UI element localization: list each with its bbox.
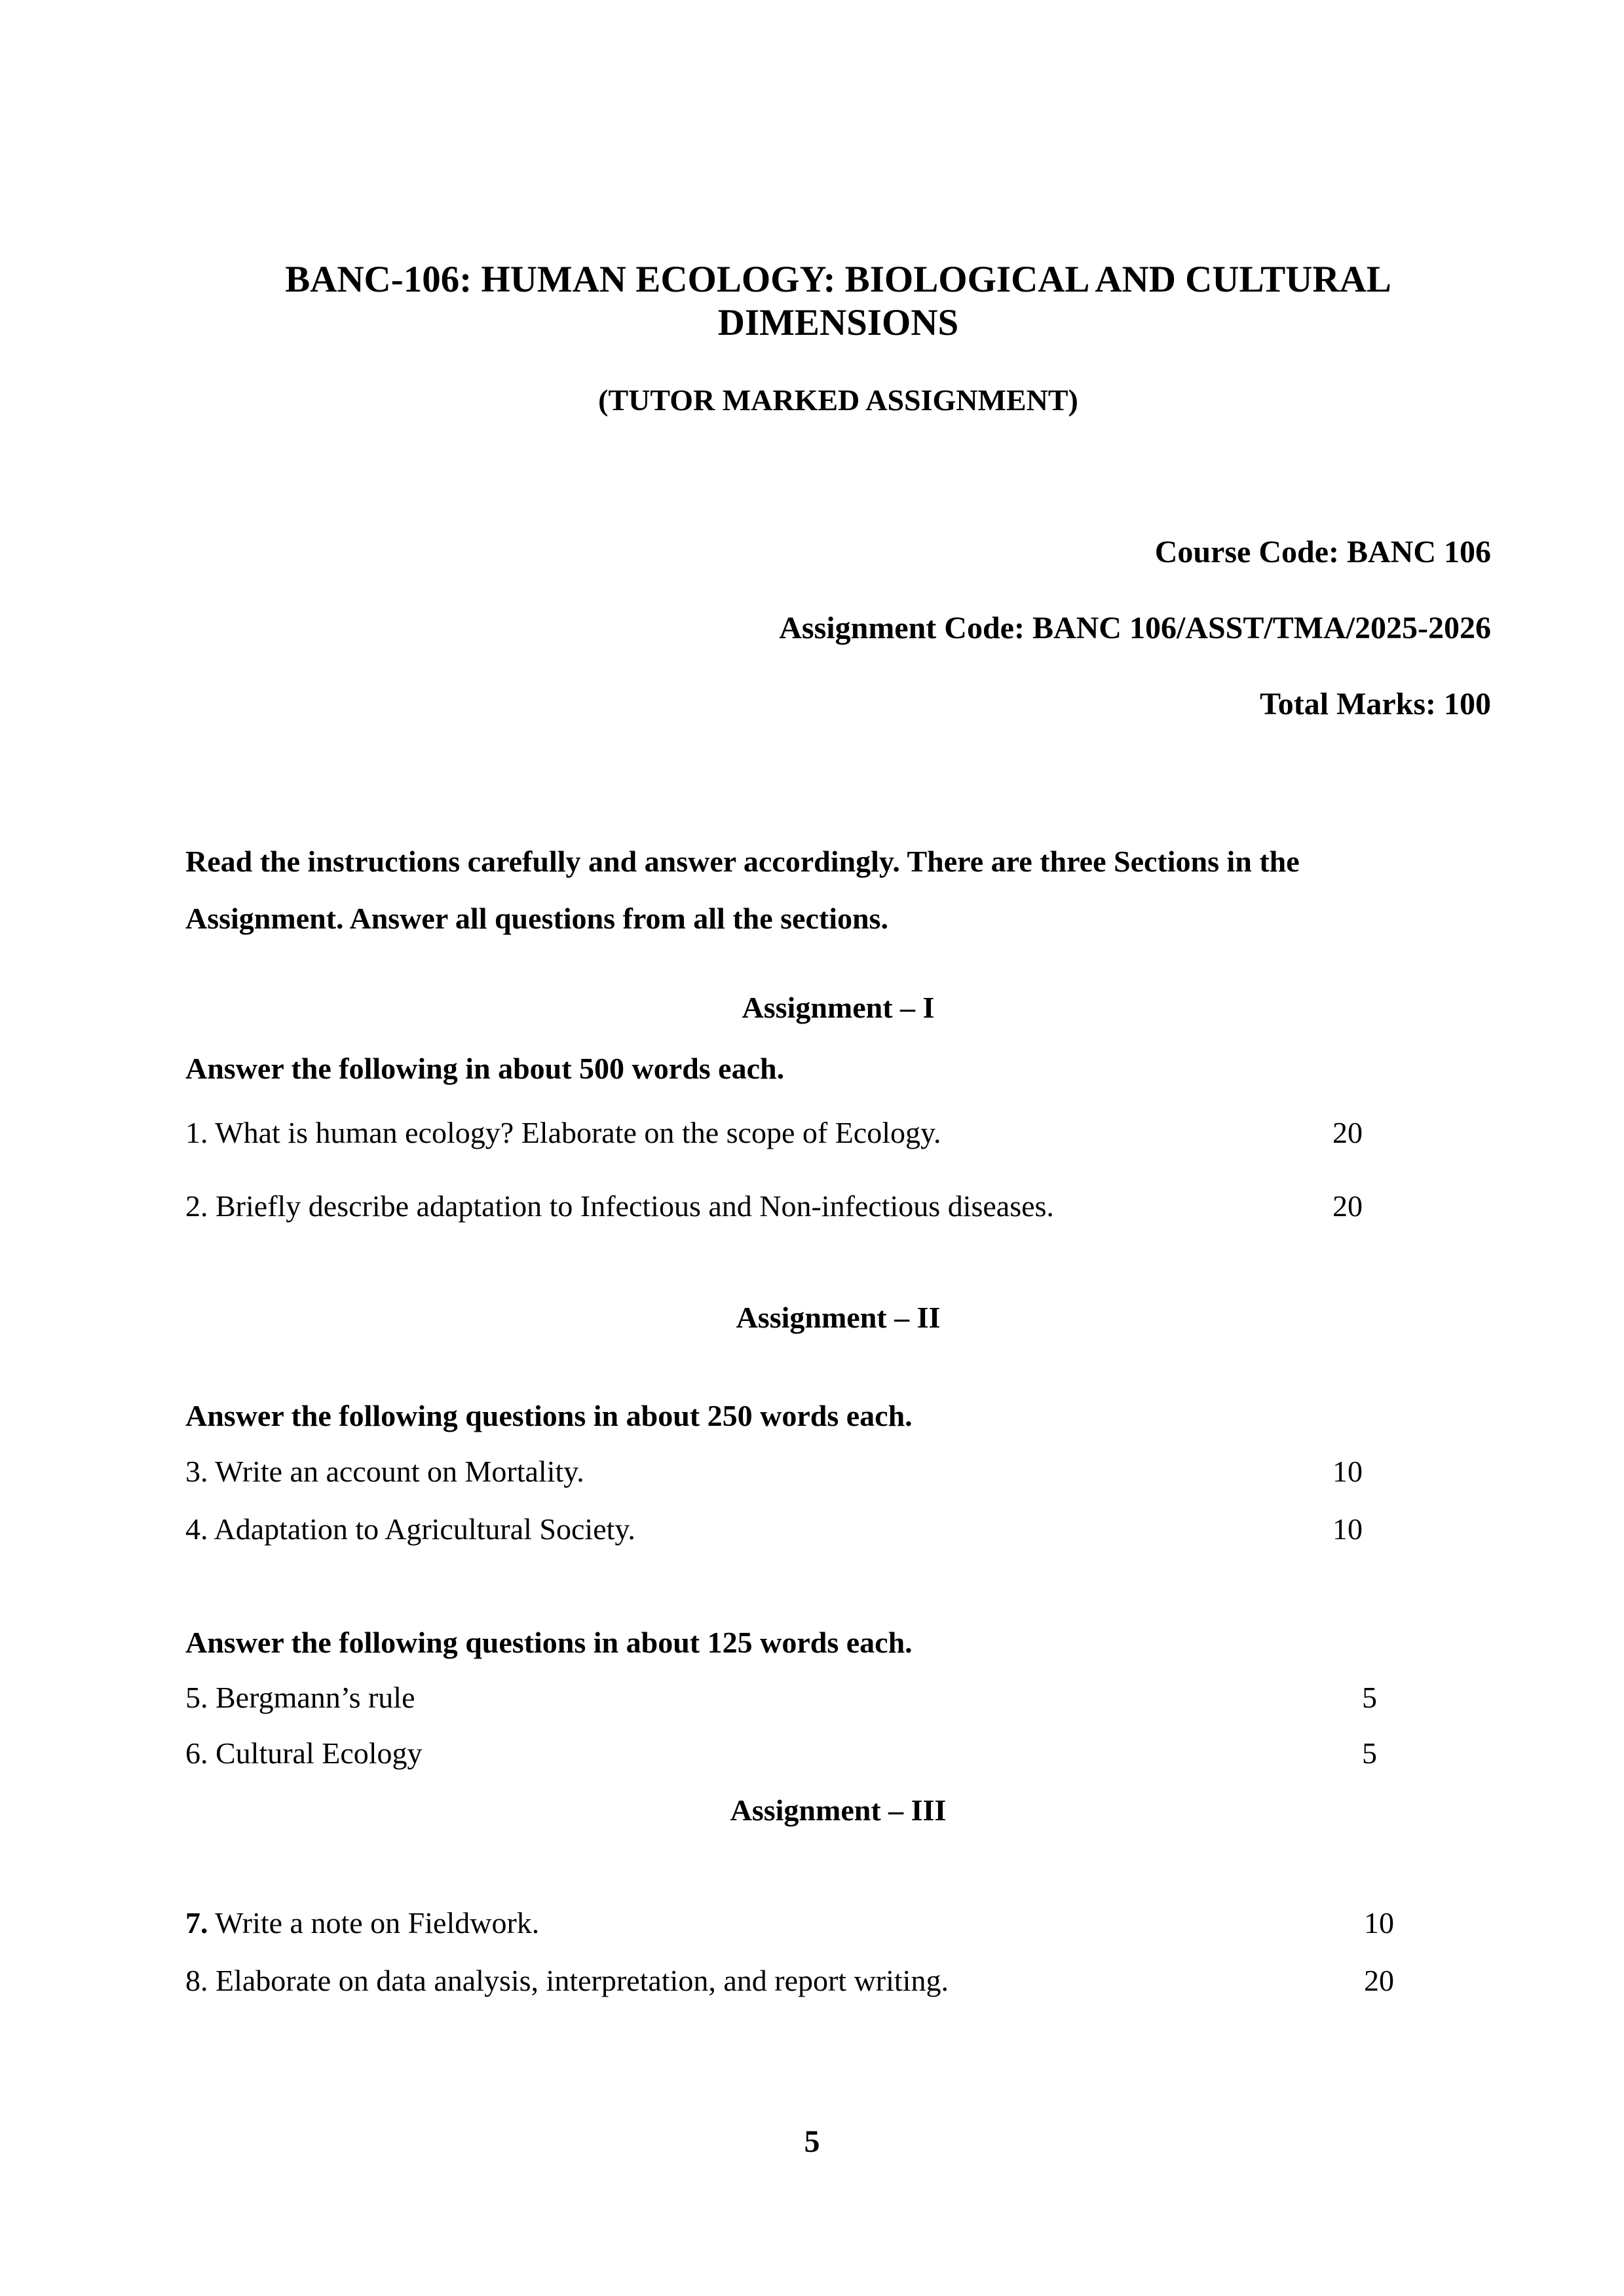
general-instructions-line1: Read the instructions carefully and answer accordingly. There are three Sections in the	[185, 844, 1300, 878]
question-7-marks: 10	[1364, 1906, 1394, 1940]
general-instructions-line2: Assignment. Answer all questions from all the sections.	[185, 901, 888, 935]
question-4-text: Adaptation to Agricultural Society.	[214, 1512, 635, 1546]
question-row-1	[185, 1116, 1491, 1151]
course-code: Course Code: BANC 106	[1154, 534, 1491, 569]
general-instructions	[185, 833, 1491, 947]
page-number: 5	[804, 2124, 820, 2159]
question-6	[185, 1736, 423, 1771]
section-heading-assignment-2: Assignment – II	[736, 1301, 941, 1335]
question-7-number: 7.	[185, 1906, 208, 1940]
question-1-text: What is human ecology? Elaborate on the scope of Ecology.	[215, 1116, 941, 1150]
question-4	[185, 1512, 635, 1547]
document-subtitle: (TUTOR MARKED ASSIGNMENT)	[598, 383, 1078, 417]
document-title-line2: DIMENSIONS	[717, 301, 959, 343]
question-8	[185, 1964, 949, 1999]
question-row-2	[185, 1189, 1491, 1224]
question-8-text: Elaborate on data analysis, interpretation, and report writing.	[216, 1964, 949, 1998]
question-row-4	[185, 1512, 1491, 1547]
instruction-250-words: Answer the following questions in about 250 words each.	[185, 1399, 913, 1432]
instruction-125-words: Answer the following questions in about 125 words each.	[185, 1625, 913, 1659]
question-1-number: 1.	[185, 1116, 208, 1150]
question-1	[185, 1116, 941, 1151]
question-3-marks: 10	[1332, 1454, 1363, 1488]
question-4-number: 4.	[185, 1512, 208, 1546]
question-5-marks: 5	[1362, 1680, 1377, 1714]
assignment-code: Assignment Code: BANC 106/ASST/TMA/2025-2026	[779, 611, 1491, 646]
document-title-line1: BANC-106: HUMAN ECOLOGY: BIOLOGICAL AND CULTURAL	[285, 259, 1391, 300]
document-title	[185, 258, 1491, 344]
question-3-number: 3.	[185, 1454, 208, 1488]
question-5	[185, 1681, 415, 1715]
question-row-3	[185, 1455, 1491, 1489]
question-8-number: 8.	[185, 1964, 208, 1998]
question-6-marks: 5	[1362, 1736, 1377, 1770]
question-7	[185, 1906, 539, 1941]
question-6-text: Cultural Ecology	[216, 1736, 423, 1770]
question-row-6	[185, 1736, 1491, 1771]
question-2	[185, 1189, 1054, 1224]
question-4-marks: 10	[1332, 1512, 1363, 1546]
section-heading-assignment-3: Assignment – III	[730, 1793, 947, 1827]
question-6-number: 6.	[185, 1736, 208, 1770]
question-2-number: 2.	[185, 1189, 208, 1223]
question-1-marks: 20	[1332, 1116, 1363, 1150]
question-5-text: Bergmann’s rule	[216, 1680, 415, 1714]
question-7-text: Write a note on Fieldwork.	[215, 1906, 540, 1940]
question-5-number: 5.	[185, 1680, 208, 1714]
question-2-marks: 20	[1332, 1189, 1363, 1223]
instruction-500-words: Answer the following in about 500 words each.	[185, 1052, 785, 1086]
meta-block	[185, 534, 1491, 723]
total-marks: Total Marks: 100	[1260, 687, 1491, 722]
question-8-marks: 20	[1364, 1964, 1394, 1998]
question-row-7	[185, 1906, 1491, 1941]
section-heading-assignment-1: Assignment – I	[742, 990, 935, 1024]
question-row-8	[185, 1964, 1491, 1999]
question-2-text: Briefly describe adaptation to Infectious and Non-infectious diseases.	[216, 1189, 1054, 1223]
question-row-5	[185, 1681, 1491, 1715]
question-3	[185, 1455, 584, 1489]
question-3-text: Write an account on Mortality.	[215, 1454, 584, 1488]
